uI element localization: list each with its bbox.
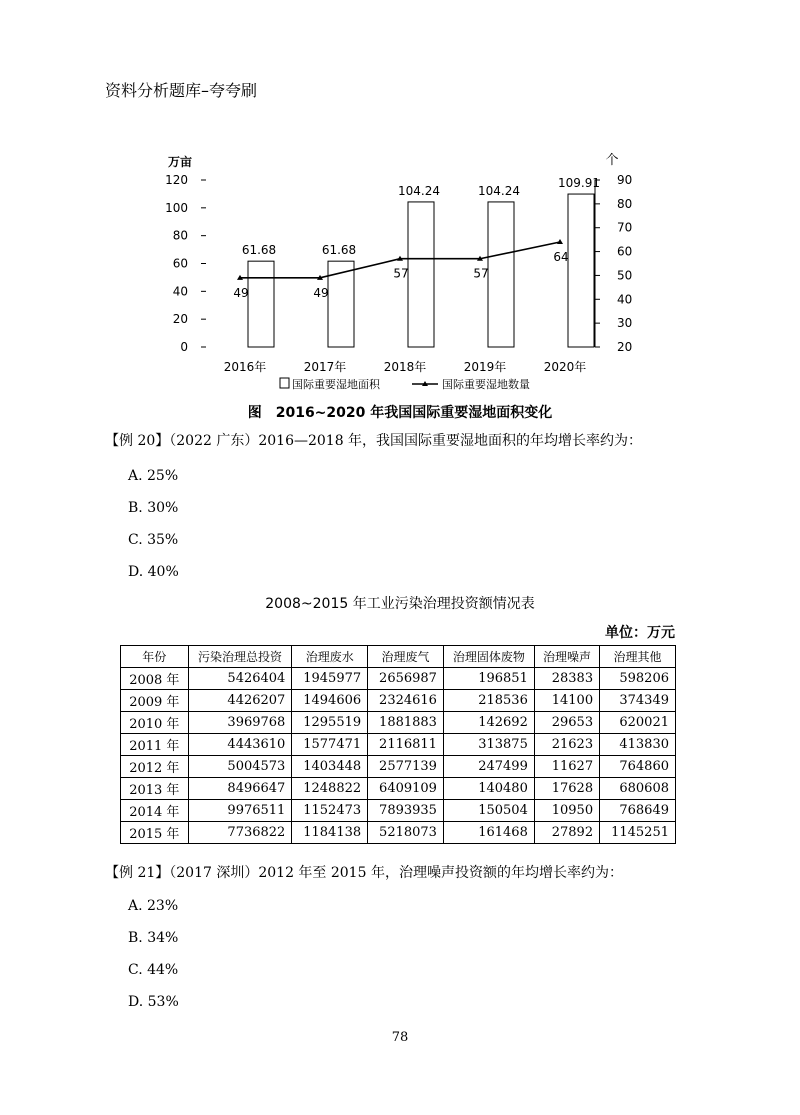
table-unit: 单位：万元 xyxy=(605,625,675,641)
table-cell: 4426207 xyxy=(188,690,292,712)
right-tick-label: 80 xyxy=(617,196,633,211)
header-waste-gas: 治理废气 xyxy=(368,646,444,668)
table-cell: 1494606 xyxy=(292,690,368,712)
right-tick-label: 90 xyxy=(617,173,633,187)
left-tick-label: 100 xyxy=(165,200,188,215)
table-cell: 21623 xyxy=(534,734,599,756)
table-cell-year: 2011 年 xyxy=(121,734,189,756)
question-21-option-a[interactable]: A. 23% xyxy=(128,898,179,914)
header-wastewater: 治理废水 xyxy=(292,646,368,668)
question-21-stem: 【例 21】（2017 深圳）2012 年至 2015 年，治理噪声投资额的年均增长率约为： xyxy=(105,865,623,881)
table-body xyxy=(121,668,676,844)
left-tick-label: 80 xyxy=(172,228,188,243)
table-row xyxy=(121,822,676,844)
area-bar xyxy=(488,202,514,347)
table-cell: 8496647 xyxy=(188,778,292,800)
table-cell: 1881883 xyxy=(368,712,444,734)
question-20-option-d[interactable]: D. 40% xyxy=(128,564,179,580)
header-noise: 治理噪声 xyxy=(534,646,599,668)
table-cell: 9976511 xyxy=(188,800,292,822)
table-cell: 1248822 xyxy=(292,778,368,800)
table-cell-year: 2013 年 xyxy=(121,778,189,800)
category-label: 2020年 xyxy=(543,360,587,374)
line-value-label: 64 xyxy=(553,250,569,265)
table-cell: 413830 xyxy=(600,734,676,756)
header-year: 年份 xyxy=(121,646,189,668)
left-axis-label: 万亩 xyxy=(168,155,193,169)
question-20-option-a[interactable]: A. 25% xyxy=(128,468,179,484)
table-row xyxy=(121,778,676,800)
right-tick-label: 40 xyxy=(617,292,633,307)
table-cell: 2577139 xyxy=(368,756,444,778)
legend-line-label: 国际重要湿地数量 xyxy=(442,378,530,391)
chart-caption: 图 2016~2020 年我国国际重要湿地面积变化 xyxy=(247,405,553,421)
bar-value-label: 104.24 xyxy=(478,183,520,198)
wetland-chart xyxy=(150,140,633,395)
table-cell: 768649 xyxy=(600,800,676,822)
table-cell: 598206 xyxy=(600,668,676,690)
left-tick-label: 20 xyxy=(172,312,188,327)
bar-value-label: 61.68 xyxy=(241,243,277,258)
table-cell: 7893935 xyxy=(368,800,444,822)
right-tick-label: 70 xyxy=(617,220,633,235)
table-cell: 218536 xyxy=(443,690,534,712)
area-bar xyxy=(408,202,434,347)
table-cell: 313875 xyxy=(443,734,534,756)
table-cell-year: 2010 年 xyxy=(121,712,189,734)
left-tick-label: 120 xyxy=(165,173,188,187)
table-cell: 1295519 xyxy=(292,712,368,734)
question-20-option-b[interactable]: B. 30% xyxy=(128,500,179,516)
right-tick-label: 20 xyxy=(617,340,633,354)
table-cell: 764860 xyxy=(600,756,676,778)
table-cell-year: 2009 年 xyxy=(121,690,189,712)
table-cell: 27892 xyxy=(534,822,599,844)
table-header-row xyxy=(121,646,676,668)
table-cell: 6409109 xyxy=(368,778,444,800)
table-row xyxy=(121,668,676,690)
count-point xyxy=(557,239,563,244)
line-value-label: 57 xyxy=(473,266,489,281)
right-tick-label: 50 xyxy=(617,268,633,283)
table-cell: 3969768 xyxy=(188,712,292,734)
table-cell: 10950 xyxy=(534,800,599,822)
table-cell: 247499 xyxy=(443,756,534,778)
line-value-label: 49 xyxy=(313,285,329,300)
table-cell: 142692 xyxy=(443,712,534,734)
header-total: 污染治理总投资 xyxy=(188,646,292,668)
table-title: 2008~2015 年工业污染治理投资额情况表 xyxy=(265,596,535,612)
table-cell: 11627 xyxy=(534,756,599,778)
table-cell-year: 2012 年 xyxy=(121,756,189,778)
pollution-investment-table xyxy=(120,645,676,844)
table-cell: 29653 xyxy=(534,712,599,734)
right-tick-label: 30 xyxy=(617,316,633,331)
table-cell: 2656987 xyxy=(368,668,444,690)
table-row xyxy=(121,690,676,712)
table-cell: 620021 xyxy=(600,712,676,734)
table-cell: 1152473 xyxy=(292,800,368,822)
table-cell: 680608 xyxy=(600,778,676,800)
table-row xyxy=(121,756,676,778)
table-cell: 1403448 xyxy=(292,756,368,778)
legend-bar-label: 国际重要湿地面积 xyxy=(292,378,380,391)
page-header: 资料分析题库–夸夸刷 xyxy=(105,81,258,100)
table-cell: 4443610 xyxy=(188,734,292,756)
bar-value-label: 109.91 xyxy=(558,176,600,191)
legend-bar-swatch xyxy=(280,378,289,388)
question-21-option-c[interactable]: C. 44% xyxy=(128,962,179,978)
table-cell: 1145251 xyxy=(600,822,676,844)
table-cell: 7736822 xyxy=(188,822,292,844)
bar-value-label: 61.68 xyxy=(321,243,357,258)
table-cell: 2116811 xyxy=(368,734,444,756)
table-cell: 140480 xyxy=(443,778,534,800)
category-label: 2018年 xyxy=(383,360,427,374)
question-21-option-d[interactable]: D. 53% xyxy=(128,994,179,1010)
table-cell: 5218073 xyxy=(368,822,444,844)
table-row xyxy=(121,800,676,822)
right-tick-label: 60 xyxy=(617,244,633,259)
table-cell: 17628 xyxy=(534,778,599,800)
table-cell: 1577471 xyxy=(292,734,368,756)
table-cell: 5004573 xyxy=(188,756,292,778)
table-cell: 14100 xyxy=(534,690,599,712)
table-cell-year: 2014 年 xyxy=(121,800,189,822)
header-other: 治理其他 xyxy=(600,646,676,668)
bar-value-label: 104.24 xyxy=(398,183,440,198)
line-value-label: 49 xyxy=(233,285,249,300)
table-cell: 5426404 xyxy=(188,668,292,690)
page-number: 78 xyxy=(391,1030,409,1045)
table-cell: 2324616 xyxy=(368,690,444,712)
left-tick-label: 40 xyxy=(172,284,188,299)
table-cell-year: 2008 年 xyxy=(121,668,189,690)
table-cell: 150504 xyxy=(443,800,534,822)
table-cell: 1945977 xyxy=(292,668,368,690)
question-20-option-c[interactable]: C. 35% xyxy=(128,532,179,548)
table-cell: 1184138 xyxy=(292,822,368,844)
area-bar xyxy=(328,261,354,347)
table-cell: 196851 xyxy=(443,668,534,690)
table-row xyxy=(121,712,676,734)
table-row xyxy=(121,734,676,756)
left-tick-label: 60 xyxy=(172,256,188,271)
area-bar xyxy=(248,261,274,347)
question-20-stem: 【例 20】（2022 广东）2016—2018 年，我国国际重要湿地面积的年均增长率约为： xyxy=(105,433,643,449)
right-axis-label: 个 xyxy=(605,153,619,168)
question-21-option-b[interactable]: B. 34% xyxy=(128,930,179,946)
table-cell: 28383 xyxy=(534,668,599,690)
table-cell-year: 2015 年 xyxy=(121,822,189,844)
table-cell: 161468 xyxy=(443,822,534,844)
area-bar xyxy=(568,194,594,347)
line-value-label: 57 xyxy=(393,266,409,281)
table-cell: 374349 xyxy=(600,690,676,712)
category-label: 2019年 xyxy=(463,360,507,374)
header-solid-waste: 治理固体废物 xyxy=(443,646,534,668)
category-label: 2016年 xyxy=(223,360,267,374)
category-label: 2017年 xyxy=(303,360,347,374)
left-tick-label: 0 xyxy=(180,340,188,354)
